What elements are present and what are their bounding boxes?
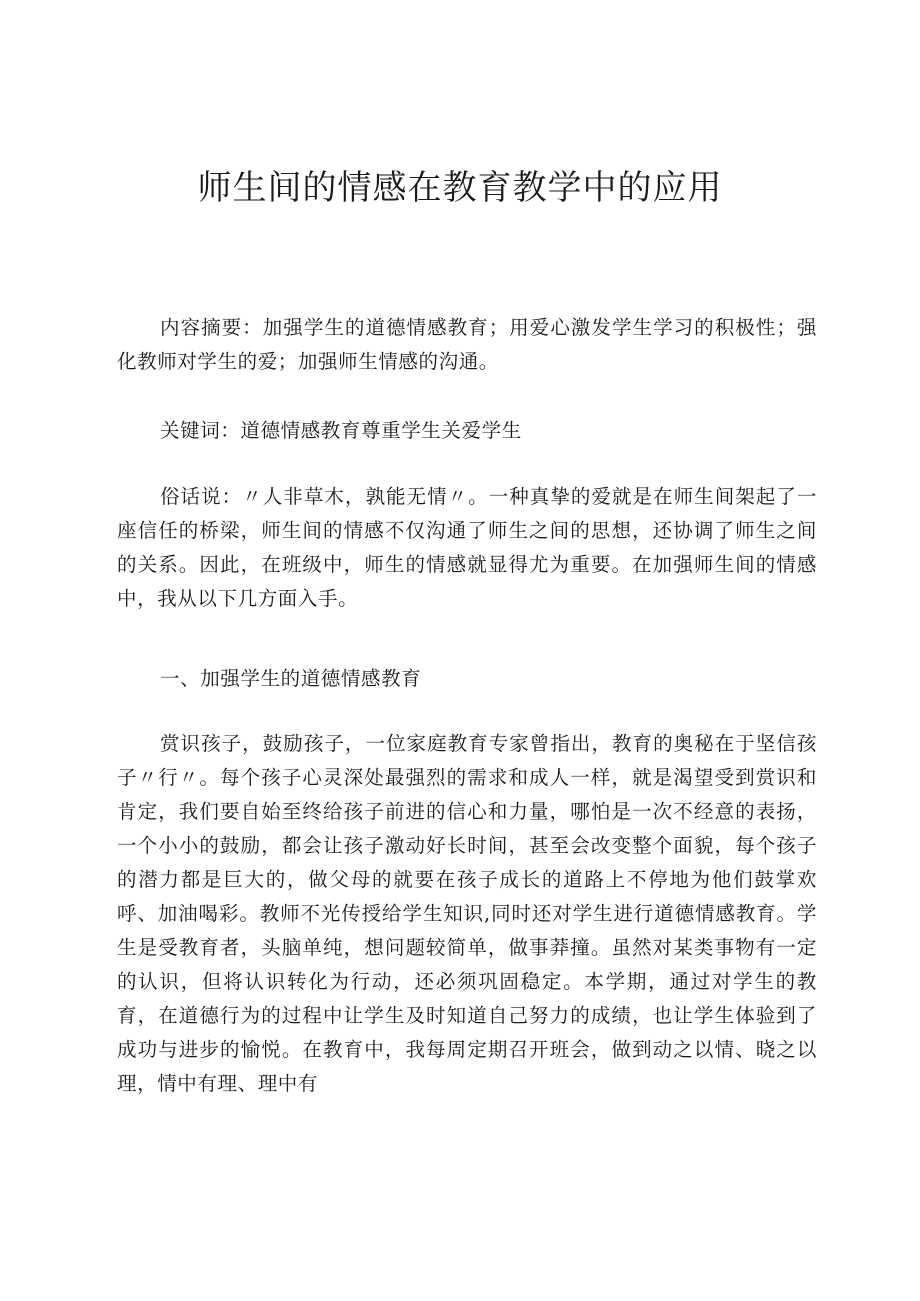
keywords-paragraph: 关键词：道德情感教育尊重学生关爱学生 <box>160 419 522 442</box>
section-paragraph: 赏识孩子，鼓励孩子，一位家庭教育专家曾指出，教育的奥秘在于坚信孩子〃行〃。每个孩子心灵深处最强烈的需求和成人一样，就是渴望受到赏识和肯定，我们要自始至终给孩子前进的信心和力量，哪怕是一次不经意的表扬，一个小小的鼓励，都会让孩子激动好长时间，甚至会改变整个面貌，每个孩子的潜力都是巨大的，做父母的就要在孩子成长的道路上不停地为他们鼓掌欢呼、加油喝彩。教师不光传授给学生知识,同时还对学生进行道德情感教育。学生是受教育者，头脑单纯，想问题较简单，做事莽撞。虽然对某类事物有一定的认识，但将认识转化为行动，还必须巩固稳定。本学期，通过对学生的教育，在道德行为的过程中让学生及时知道自己努力的成绩，也让学生体验到了成功与进步的愉悦。在教育中，我每周定期召开班会，做到动之以情、晓之以理，情中有理、理中有 <box>117 732 817 1095</box>
intro-paragraph: 俗话说：〃人非草木，孰能无情〃。一种真挚的爱就是在师生间架起了一座信任的桥梁，师生间的情感不仅沟通了师生之间的思想，还协调了师生之间的关系。因此，在班级中，师生的情感就显得尤为重要。在加强师生间的情感中，我从以下几方面入手。 <box>117 485 817 610</box>
section-heading: 一、加强学生的道德情感教育 <box>160 667 422 690</box>
abstract-paragraph: 内容摘要：加强学生的道德情感教育；用爱心激发学生学习的积极性；强化教师对学生的爱；加强师生情感的沟通。 <box>117 316 817 373</box>
document-title: 师生间的情感在教育教学中的应用 <box>197 168 723 208</box>
